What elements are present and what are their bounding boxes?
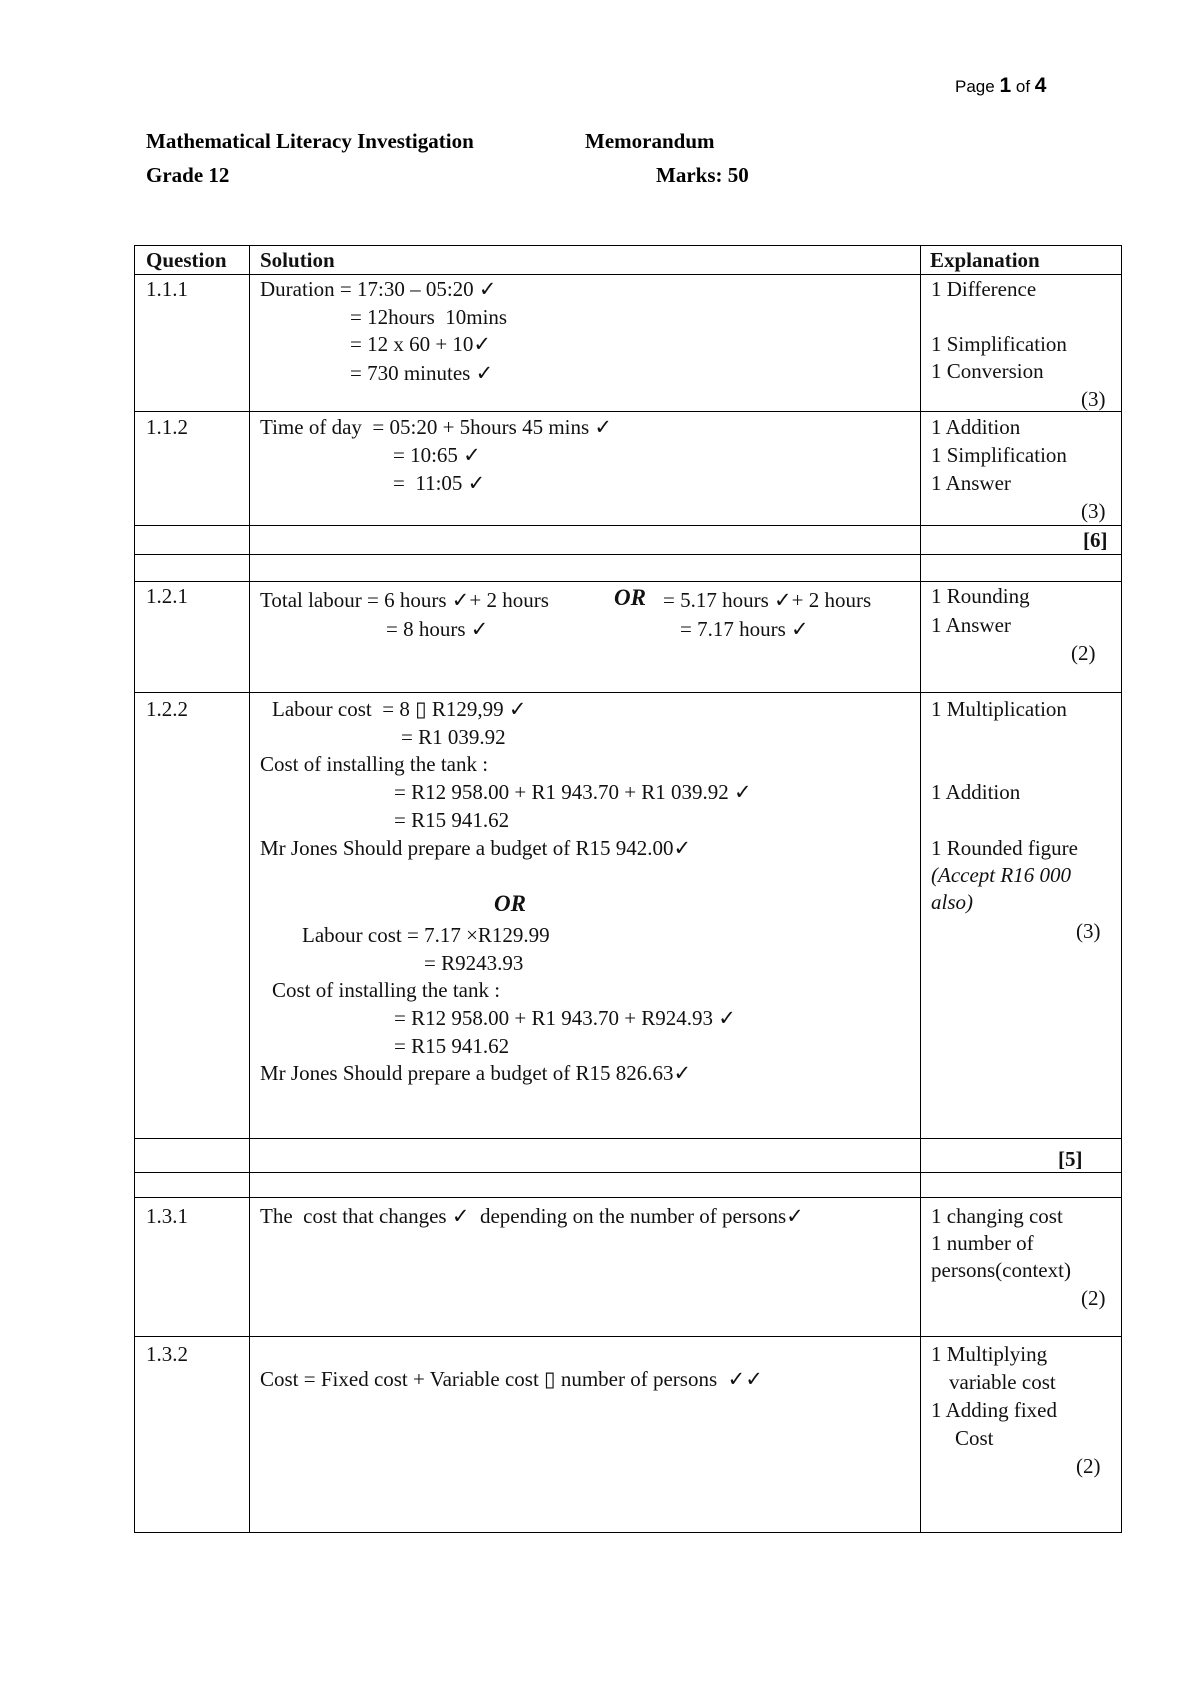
explanation-line: 1 Rounded figure — [931, 836, 1078, 860]
header-explanation: Explanation — [930, 248, 1040, 272]
solution-line: = 11:05 ✓ — [393, 471, 486, 495]
question-number: 1.3.2 — [146, 1342, 188, 1366]
solution-line: = 12 x 60 + 10✓ — [350, 332, 492, 356]
question-number: 1.2.1 — [146, 584, 188, 608]
or-label: OR — [494, 891, 526, 916]
page-total: 4 — [1034, 74, 1047, 97]
solution-line: Cost of installing the tank : — [272, 978, 501, 1002]
document-title: Mathematical Literacy Investigation — [146, 129, 474, 153]
row-line — [134, 692, 1122, 693]
solution-line: = R15 941.62 — [394, 808, 510, 832]
row-line — [134, 1172, 1122, 1173]
row-line — [134, 554, 1122, 555]
table-border-left — [134, 245, 135, 1533]
solution-line: Total labour = 6 hours ✓+ 2 hours — [260, 588, 549, 612]
document-subtitle: Memorandum — [585, 129, 715, 153]
table-border-top — [134, 245, 1122, 246]
header-question: Question — [146, 248, 227, 272]
marks-value: (2) — [1076, 1454, 1101, 1478]
explanation-line: 1 Answer — [931, 471, 1011, 495]
solution-line: = 8 hours ✓ — [386, 617, 489, 641]
explanation-line: 1 Answer — [931, 613, 1011, 637]
section-total: [5] — [1058, 1147, 1083, 1171]
explanation-line: 1 Simplification — [931, 332, 1067, 356]
solution-line: Labour cost = 8 ▯ R129,99 ✓ — [272, 697, 527, 721]
marks-value: (3) — [1081, 387, 1106, 411]
solution-line: = R1 039.92 — [401, 725, 506, 749]
section-total: [6] — [1083, 528, 1108, 552]
or-label: OR — [614, 585, 646, 610]
solution-line: = R12 958.00 + R1 943.70 + R1 039.92 ✓ — [394, 780, 752, 804]
page-number — [955, 74, 1046, 98]
page-label: Page — [955, 77, 995, 96]
marks-value: (2) — [1081, 1286, 1106, 1310]
row-line — [134, 274, 1122, 275]
marks-value: (3) — [1076, 919, 1101, 943]
explanation-line: also) — [931, 890, 973, 914]
explanation-line: 1 Adding fixed — [931, 1398, 1057, 1422]
solution-line: = 10:65 ✓ — [393, 443, 481, 467]
explanation-line: 1 Simplification — [931, 443, 1067, 467]
row-line — [134, 1138, 1122, 1139]
explanation-line: persons(context) — [931, 1258, 1071, 1282]
explanation-line: 1 Difference — [931, 277, 1037, 301]
explanation-line: 1 number of — [931, 1231, 1034, 1255]
solution-line: = 730 minutes ✓ — [350, 361, 494, 385]
row-line — [134, 525, 1122, 526]
solution-line: Time of day = 05:20 + 5hours 45 mins ✓ — [260, 415, 613, 439]
explanation-line: 1 Addition — [931, 415, 1021, 439]
row-line — [134, 411, 1122, 412]
explanation-line: 1 Rounding — [931, 584, 1030, 608]
solution-line: = 5.17 hours ✓+ 2 hours — [663, 588, 872, 612]
question-number: 1.3.1 — [146, 1204, 188, 1228]
row-line — [134, 1336, 1122, 1337]
marks-value: (2) — [1071, 641, 1096, 665]
explanation-line: 1 Addition — [931, 780, 1021, 804]
solution-line: = 12hours 10mins — [350, 305, 508, 329]
solution-line: Labour cost = 7.17 ×R129.99 — [302, 923, 550, 947]
question-number: 1.2.2 — [146, 697, 188, 721]
page-current: 1 — [999, 74, 1012, 97]
solution-line: Duration = 17:30 – 05:20 ✓ — [260, 277, 497, 301]
solution-line: = R9243.93 — [424, 951, 524, 975]
solution-line: = R12 958.00 + R1 943.70 + R924.93 ✓ — [394, 1006, 736, 1030]
solution-line: = R15 941.62 — [394, 1034, 510, 1058]
row-line — [134, 581, 1122, 582]
explanation-line: 1 Conversion — [931, 359, 1044, 383]
explanation-line: 1 Multiplication — [931, 697, 1067, 721]
explanation-line: variable cost — [949, 1370, 1056, 1394]
table-divider-1 — [249, 245, 250, 1533]
explanation-line: (Accept R16 000 — [931, 863, 1071, 887]
solution-line: The cost that changes ✓ depending on the number of persons✓ — [260, 1204, 804, 1228]
question-number: 1.1.1 — [146, 277, 188, 301]
question-number: 1.1.2 — [146, 415, 188, 439]
table-divider-2 — [920, 245, 921, 1533]
explanation-line: Cost — [955, 1426, 994, 1450]
marks-value: (3) — [1081, 499, 1106, 523]
header-solution: Solution — [260, 248, 335, 272]
solution-line: Cost of installing the tank : — [260, 752, 489, 776]
solution-line: = 7.17 hours ✓ — [680, 617, 809, 641]
table-border-bottom — [134, 1532, 1122, 1533]
grade-label: Grade 12 — [146, 163, 230, 187]
row-line — [134, 1197, 1122, 1198]
explanation-line: 1 Multiplying — [931, 1342, 1048, 1366]
solution-line: Cost = Fixed cost + Variable cost ▯ number of persons ✓✓ — [260, 1367, 763, 1391]
marks-label: Marks: 50 — [656, 163, 749, 187]
explanation-line: 1 changing cost — [931, 1204, 1063, 1228]
solution-line: Mr Jones Should prepare a budget of R15 826.63✓ — [260, 1061, 692, 1085]
solution-line: Mr Jones Should prepare a budget of R15 942.00✓ — [260, 836, 692, 860]
page-of-label: of — [1015, 77, 1031, 96]
table-border-right — [1121, 245, 1122, 1533]
